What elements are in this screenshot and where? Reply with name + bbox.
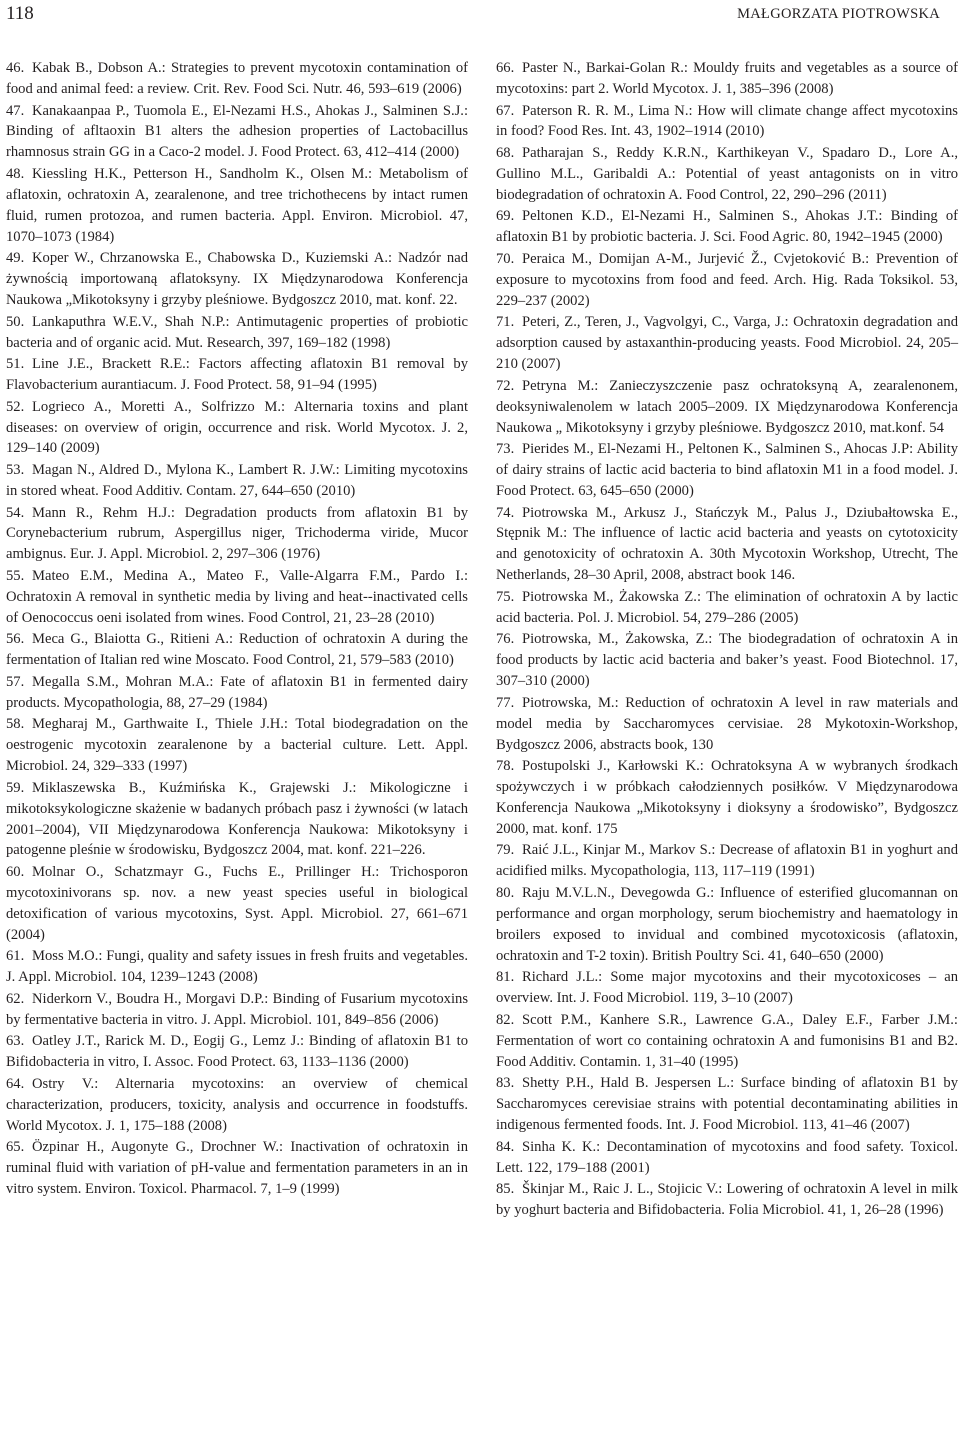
reference-item (6, 989, 468, 1031)
reference-number: 60. (6, 864, 25, 881)
reference-number: 85. (496, 1181, 515, 1198)
reference-number: 76. (496, 631, 515, 648)
reference-number: 66. (496, 60, 515, 76)
reference-number: 53. (6, 462, 25, 479)
reference-number: 55. (6, 567, 25, 584)
reference-item (6, 503, 468, 566)
reference-item (6, 1137, 468, 1200)
reference-item (496, 312, 958, 375)
reference-number: 70. (496, 250, 515, 267)
reference-item (496, 1179, 958, 1221)
reference-number: 46. (6, 60, 25, 76)
reference-text: Raju M.V.L.N., Devegowda G.: Influence of esterified glucomannan on performance and organ morphology, serum biochemistry and haematology in broilers exposed to invidual and combined mycotoxicosis (aflatoxin, ochratoxin and T-2 toxin). British Poultry Sci. 41, 640–650 (2000) (496, 884, 958, 964)
reference-item (6, 778, 468, 862)
reference-text: Scott P.M., Kanhere S.R., Lawrence G.A., Daley E.F., Farber J.M.: Fermentation of wort co containing ochratoxin A and fumonisins B1 and B2. Food Additiv. Contamin. 1, 31–40 (1995) (496, 1011, 958, 1070)
reference-item (6, 397, 468, 460)
reference-text: Oatley J.T., Rarick M. D., Eogij G., Lemz J.: Binding of aflatoxin B1 to Bifidobacteria in vitro, I. Assoc. Food Protect. 63, 1133–1136 (2000) (6, 1033, 468, 1071)
reference-text: Logrieco A., Moretti A., Solfrizzo M.: Alternaria toxins and plant diseases: on overview of origin, occurrence and risk. World Mycotox. J. 2, 129–140 (2009) (6, 398, 468, 457)
reference-item (6, 629, 468, 671)
reference-text: Mann R., Rehm H.J.: Degradation products from aflatoxin B1 by Corynebacterium rubrum, Aspergillus niger, Trichoderma viride, Mucor ambignus. Eur. J. Appl. Microbiol. 2, 297–306 (1976) (6, 504, 468, 563)
reference-text: Kanakaanpaa P., Tuomola E., El-Nezami H.S., Ahokas J., Salminen S.J.: Binding of afltaoxin B1 alters the adhesion properties of Lactobacillus rhamnosus strain GG in a Caco-2 model. J. Food Protect. 63, 412–414 (2000) (6, 102, 468, 161)
reference-text: Paster N., Barkai-Golan R.: Mouldy fruits and vegetables as a source of mycotoxins: part 2. World Mycotox. J. 1, 385–396 (2008) (496, 60, 958, 97)
reference-number: 61. (6, 948, 25, 965)
reference-item (6, 460, 468, 502)
reference-item (6, 862, 468, 946)
reference-number: 49. (6, 250, 25, 267)
reference-item (6, 566, 468, 629)
reference-text: Paterson R. R. M., Lima N.: How will climate change affect mycotoxins in food? Food Res. Int. 43, 1902–1914 (2010) (496, 102, 958, 140)
reference-item (496, 756, 958, 840)
reference-item (496, 503, 958, 587)
reference-text: Patharajan S., Reddy K.R.N., Karthikeyan V., Spadaro D., Lore A., Gullino M.L., Garibaldi A.: Potential of yeast antagonists on in vitro biodegradation of ochratoxin A. Food Control, 22, 290–296 (2011) (496, 145, 958, 203)
reference-item (496, 206, 958, 248)
reference-item (6, 1074, 468, 1137)
reference-number: 84. (496, 1138, 515, 1155)
reference-item (6, 946, 468, 988)
reference-text: Mateo E.M., Medina A., Mateo F., Valle-Algarra F.M., Pardo I.: Ochratoxin A removal in synthetic media by living and heat--inactivated cells of Oenococcus oeni isolated from wines. Food Control, 21, 23–28 (2010) (6, 567, 468, 626)
reference-item (496, 439, 958, 502)
reference-number: 51. (6, 356, 25, 373)
left-reference-column (6, 58, 468, 1201)
reference-text: Niderkorn V., Boudra H., Morgavi D.P.: Binding of Fusarium mycotoxins by fermentative bacteria in vitro. J. Appl. Microbiol. 101, 849–856 (2006) (6, 990, 468, 1028)
reference-text: Magan N., Aldred D., Mylona K., Lambert R. J.W.: Limiting mycotoxins in stored wheat. Food Additiv. Contam. 27, 644–650 (2010) (6, 462, 468, 499)
reference-text: Pierides M., El-Nezami H., Peltonen K., Salminen S., Ahocas J.P: Ability of dairy strains of lactic acid bacteria to bind aflatoxin M1 in a food model. J. Food Protect. 63, 645–650 (2000) (496, 441, 958, 499)
reference-text: Özpinar H., Augonyte G., Drochner W.: Inactivation of ochratoxin in ruminal fluid with variation of pH-value and fermentation parameters in an in vitro system. Environ. Toxicol. Pharmacol. 7, 1–9 (1999) (6, 1139, 468, 1198)
reference-text: Petryna M.: Zanieczyszczenie pasz ochratoksyną A, zearalenonem, deoksyniwalenolem w latach 2005–2009. IX Międzynarodowa Konferencja Naukowa „ Mikotoksyny i grzyby pleśniowe. Bydgoszcz 2010, mat.konf. 54 (496, 377, 958, 436)
reference-number: 73. (496, 441, 515, 458)
reference-number: 82. (496, 1011, 515, 1028)
reference-number: 80. (496, 884, 515, 901)
reference-item (6, 672, 468, 714)
reference-text: Megalla S.M., Mohran M.A.: Fate of aflatoxin B1 in fermented dairy products. Mycopathologia, 88, 27–29 (1984) (6, 673, 468, 711)
reference-item (496, 143, 958, 206)
reference-number: 65. (6, 1139, 25, 1156)
reference-number: 57. (6, 673, 25, 690)
reference-item (496, 376, 958, 439)
reference-number: 62. (6, 990, 25, 1007)
reference-number: 56. (6, 631, 25, 648)
reference-item (6, 58, 468, 100)
reference-item (6, 312, 468, 354)
reference-number: 64. (6, 1075, 25, 1092)
reference-number: 50. (6, 313, 25, 330)
reference-number: 52. (6, 398, 25, 415)
reference-text: Kiessling H.K., Petterson H., Sandholm K., Olsen M.: Metabolism of aflatoxin, ochratoxin A, zearalenone, and tree trichothecens by intact rumen fluid, rumen protozoa, and rumen bacteria. Appl. Environ. Microbiol. 47, 1070–1073 (1984) (6, 165, 468, 245)
reference-number: 71. (496, 314, 515, 331)
reference-text: Moss M.O.: Fungi, quality and safety issues in fresh fruits and vegetables. J. Appl. Microbiol. 104, 1239–1243 (2008) (6, 948, 468, 986)
reference-text: Richard J.L.: Some major mycotoxins and their mycotoxicoses – an overview. Int. J. Food Microbiol. 119, 3–10 (2007) (496, 969, 958, 1007)
reference-number: 77. (496, 694, 515, 711)
reference-number: 79. (496, 842, 515, 859)
reference-text: Meca G., Blaiotta G., Ritieni A.: Reduction of ochratoxin A during the fermentation of Italian red wine Moscato. Food Control, 21, 579–583 (2010) (6, 631, 468, 669)
reference-text: Koper W., Chrzanowska E., Chabowska D., Kuziemski A.: Nadzór nad żywnością importowaną aflatoksyny. IX Międzynarodowa Konferencja Naukowa „Mikotoksyny i grzyby pleśniowe. Bydgoszcz 2010, mat. konf. 22. (6, 250, 468, 309)
reference-text: Postupolski J., Karłowski K.: Ochratoksyna A w wybranych środkach spożywczych i w próbkach całodziennych posiłków. V Międzynarodowa Konferencja Naukowa „Mikotoksyny i dioksyny a środowisko”, Bydgoszcz 2000, mat. konf. 175 (496, 758, 958, 837)
reference-number: 69. (496, 208, 515, 225)
reference-text: Škinjar M., Raic J. L., Stojicic V.: Lowering of ochratoxin A level in milk by yoghurt bacteria and Bifidobacteria. Folia Microbiol. 41, 1, 26–28 (1996) (496, 1181, 958, 1218)
reference-number: 47. (6, 102, 25, 119)
reference-item (6, 354, 468, 396)
page-header (0, 0, 960, 30)
reference-text: Molnar O., Schatzmayr G., Fuchs E., Prillinger H.: Trichosporon mycotoxinivorans sp. nov. a new yeast species useful in biological detoxification of various mycotoxins, Syst. Appl. Microbiol. 27, 661–671 (2004) (6, 864, 468, 943)
reference-item (496, 693, 958, 756)
reference-item (496, 1073, 958, 1136)
reference-item (6, 714, 468, 777)
reference-number: 72. (496, 377, 515, 394)
reference-number: 59. (6, 779, 25, 796)
reference-number: 48. (6, 165, 25, 182)
reference-number: 78. (496, 758, 515, 775)
reference-text: Peltonen K.D., El-Nezami H., Salminen S., Ahokas J.T.: Binding of aflatoxin B1 by probiotic bacteria. J. Sci. Food Agric. 80, 1942–1945 (2000) (496, 208, 958, 246)
reference-item (496, 101, 958, 143)
reference-item (496, 967, 958, 1009)
reference-item (6, 1031, 468, 1073)
reference-item (496, 587, 958, 629)
reference-item (496, 883, 958, 967)
page-number: 118 (6, 3, 34, 24)
reference-text: Megharaj M., Garthwaite I., Thiele J.H.: Total biodegradation on the oestrogenic mycotoxin zearalenone by a bacterial culture. Lett. Appl. Microbiol. 24, 329–333 (1997) (6, 716, 468, 775)
reference-item (496, 249, 958, 312)
running-head: MAŁGORZATA PIOTROWSKA (737, 6, 940, 22)
reference-text: Kabak B., Dobson A.: Strategies to prevent mycotoxin contamination of food and animal feed: a review. Crit. Rev. Food Sci. Nutr. 46, 593–619 (2006) (6, 60, 468, 97)
reference-text: Peteri, Z., Teren, J., Vagvolgyi, C., Varga, J.: Ochratoxin degradation and adsorption caused by astaxanthin-producing yeasts. Food Microbiol. 24, 205–210 (2007) (496, 314, 958, 373)
reference-text: Piotrowska, M., Żakowska, Z.: The biodegradation of ochratoxin A in food products by lactic acid bacteria and baker’s yeast. Food Biotechnol. 17, 307–310 (2000) (496, 631, 958, 690)
reference-text: Peraica M., Domijan A-M., Jurjević Ž., Cvjetoković B.: Prevention of exposure to mycotoxins from food and feed. Arch. Hig. Rada Toksikol. 53, 229–237 (2002) (496, 250, 958, 309)
reference-text: Piotrowska M., Arkusz J., Stańczyk M., Palus J., Dziubałtowska E., Stępnik M.: The influence of lactic acid bacteria and yeasts on cytotoxicity and genotoxicity of ochratoxin A. 30th Mycotoxin Workshop, Utrecht, The Netherlands, 28–30 April, 2008, abstract book 146. (496, 504, 958, 584)
reference-text: Sinha K. K.: Decontamination of mycotoxins and food safety. Toxicol. Lett. 122, 179–188 (2001) (496, 1138, 958, 1176)
reference-item (6, 101, 468, 164)
reference-item (496, 58, 958, 100)
right-reference-column (496, 58, 958, 1222)
reference-text: Line J.E., Brackett R.E.: Factors affecting aflatoxin B1 removal by Flavobacterium aurantiacum. J. Food Protect. 58, 91–94 (1995) (6, 356, 468, 394)
reference-text: Ostry V.: Alternaria mycotoxins: an overview of chemical characterization, producers, toxicity, analysis and occurrence in foodstuffs. World Mycotox. J. 1, 175–188 (2008) (6, 1075, 468, 1134)
reference-number: 58. (6, 716, 25, 733)
reference-text: Raić J.L., Kinjar M., Markov S.: Decrease of aflatoxin B1 in yoghurt and acidified milks. Mycopathologia, 113, 117–119 (1991) (496, 842, 958, 880)
reference-item (496, 1137, 958, 1179)
reference-number: 81. (496, 969, 515, 986)
reference-item (6, 248, 468, 311)
reference-text: Piotrowska, M.: Reduction of ochratoxin A level in raw materials and model media by Saccharomyces cervisiae. 28 Mykotoxin-Workshop, Bydgoszcz 2006, abstracts book, 130 (496, 694, 958, 753)
reference-text: Piotrowska M., Żakowska Z.: The elimination of ochratoxin A by lactic acid bacteria. Pol. J. Microbiol. 54, 279–286 (2005) (496, 588, 958, 626)
reference-number: 68. (496, 145, 515, 161)
reference-number: 67. (496, 102, 515, 119)
reference-number: 83. (496, 1075, 515, 1092)
reference-text: Miklaszewska B., Kuźmińska K., Grajewski J.: Mikologiczne i mikotoksykologiczne skażenie w badanych próbach pasz i żywności (w latach 2001–2004), VII Międzynarodowa Konferencja Naukowa: Mikotoksyny i patogenne pleśnie w środowisku, Bydgoszcz 2004, mat. konf. 221–226. (6, 779, 468, 859)
reference-item (6, 164, 468, 248)
reference-text: Shetty P.H., Hald B. Jespersen L.: Surface binding of aflatoxin B1 by Saccharomyces cerevisiae strains with potential decontaminating abilities in indigenous fermented foods. Int. J. Food Microbiol. 113, 41–46 (2007) (496, 1075, 958, 1133)
reference-item (496, 629, 958, 692)
reference-text: Lankaputhra W.E.V., Shah N.P.: Antimutagenic properties of probiotic bacteria and of organic acid. Mut. Research, 397, 169–182 (1998) (6, 313, 468, 351)
reference-number: 74. (496, 504, 515, 521)
reference-number: 54. (6, 504, 25, 521)
reference-item (496, 1010, 958, 1073)
reference-number: 75. (496, 588, 515, 605)
reference-item (496, 840, 958, 882)
reference-number: 63. (6, 1033, 25, 1050)
